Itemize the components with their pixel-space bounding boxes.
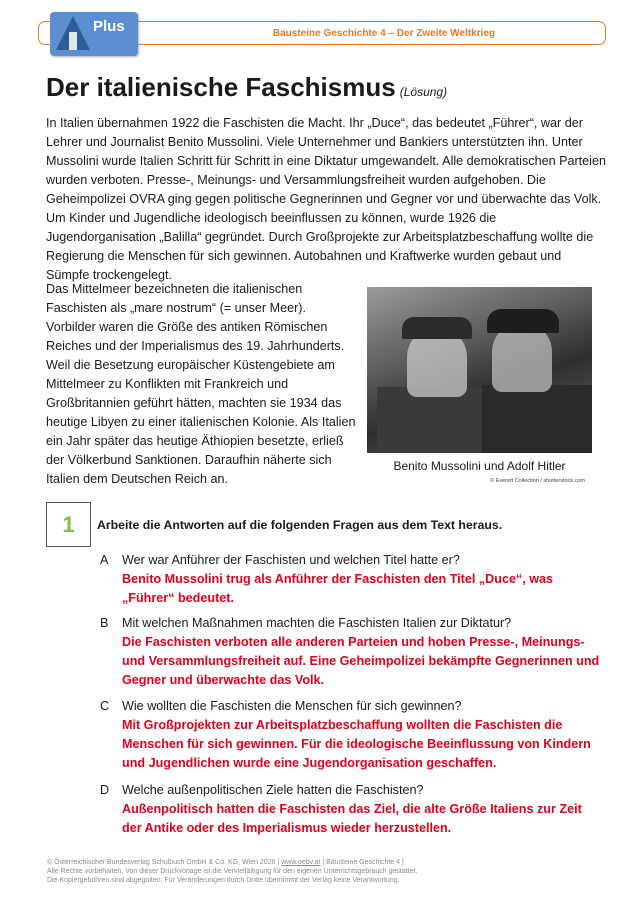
question-letter: C bbox=[100, 699, 110, 713]
question-letter: B bbox=[100, 616, 109, 630]
answer-text: Benito Mussolini trug als Anführer der Faschisten den Titel „Duce“, was „Führer“ bedeutet. bbox=[122, 572, 554, 605]
answer-text: Die Faschisten verboten alle anderen Parteien und hoben Presse-, Meinungs- und Versammlungsfreiheit auf. Eine Geheimpolizei bekämpfte Gegnerinnen und Gegner und überwachte das Volk. bbox=[122, 635, 600, 687]
question-letter: A bbox=[100, 553, 109, 567]
question-text: Wer war Anführer der Faschisten und welchen Titel hatte er? bbox=[122, 553, 460, 567]
publisher-logo bbox=[50, 12, 138, 56]
answer-text: Mit Großprojekten zur Arbeitsplatzbeschaffung wollten die Faschisten die Menschen für sich gewinnen. Für die ideologische Beeinflussung von Kindern und Jugendlichen wurde eine Jugendorganisation geschaffen. bbox=[122, 718, 591, 770]
series-title: Bausteine Geschichte 4 – Der Zweite Weltkrieg bbox=[272, 28, 495, 39]
question-text: Mit welchen Maßnahmen machten die Faschisten Italien zur Diktatur? bbox=[122, 616, 512, 630]
historical-photo bbox=[367, 287, 592, 453]
publisher-link[interactable]: www.oebv.at bbox=[281, 859, 321, 866]
page-title-sub: (Lösung) bbox=[399, 85, 448, 99]
question-letter: D bbox=[100, 783, 110, 797]
task-instruction: Arbeite die Antworten auf die folgenden Fragen aus dem Text heraus. bbox=[97, 518, 503, 532]
photo-caption: Benito Mussolini und Adolf Hitler bbox=[393, 459, 566, 473]
intro-paragraph-continued: Das Mittelmeer bezeichneten die italienischen Faschisten als „mare nostrum“ (= unser Meer). Vorbilder waren die Größe des antiken Römischen Reiches und der Imperialismus des 19. Jahrhunderts. Weil die Besetzung europäischer Küstengebiete am Mittelmeer zu Konflikten mit Frankreich und Großbritannien geführt hätten, machten sie 1934 das heutige Libyen zu einer italienischen Kolonie. Als Italien ein Jahr später das heutige Äthiopien besetzte, erließ der Völkerbund Sanktionen. Daraufhin näherte sich Italien dem Deutschen Reich an. bbox=[46, 282, 356, 486]
answer-text: Außenpolitisch hatten die Faschisten das Ziel, die alte Größe Italiens zur Zeit der Antike oder des Imperialismus wieder herzustellen. bbox=[122, 802, 582, 835]
task-number: 1 bbox=[62, 512, 75, 537]
footer: © Österreichischer Bundesverlag Schulbuch GmbH & Co. KG, Wien 2026 | www.oebv.at | Bausteine Geschichte 4 | Alle Rechte vorbehalten. Von dieser Druckvorlage ist die Vervielfältigung für den eigenen Unterrichtsgebrauch gestattet. Die Kopiergebühren sind abgegolten. Für Veränderungen durch Dritte übernimmt der Verlag keine Verantwortung. bbox=[47, 859, 418, 884]
question-text: Wie wollten die Faschisten die Menschen für sich gewinnen? bbox=[122, 699, 462, 713]
question-text: Welche außenpolitischen Ziele hatten die Faschisten? bbox=[122, 783, 424, 797]
intro-paragraph: In Italien übernahmen 1922 die Faschisten die Macht. Ihr „Duce“, das bedeutet „Führer“, war der Lehrer und Journalist Benito Mussolini. Viele Unternehmer und Bankiers unterstützten ihn. Unter Mussolini wurde Italien Schritt für Schritt in eine Diktatur umgewandelt. Alle demokratischen Parteien wurden verboten. Presse-, Meinungs- und Versammlungsfreiheit wurden aufgehoben. Die Geheimpolizei OVRA ging gegen politische Gegnerinnen und Gegner vor und überwachte das Volk. Um Kinder und Jugendliche ideologisch beeinflussen zu können, wurde 1926 die Jugendorganisation „Balilla“ gegründet. Durch Großprojekte zur Arbeitsplatzbeschaffung wollte die Regierung die Menschen für sich gewinnen. Autobahnen und Kraftwerke wurden gebaut und Sümpfe trockengelegt. bbox=[46, 116, 606, 282]
page-title-main: Der italienische Faschismus bbox=[46, 72, 396, 102]
photo-credit: © Everett Collection / shutterstock.com bbox=[490, 478, 585, 484]
logo-text: Plus bbox=[93, 18, 125, 35]
task-number-box bbox=[46, 502, 91, 547]
page-title bbox=[46, 72, 447, 103]
